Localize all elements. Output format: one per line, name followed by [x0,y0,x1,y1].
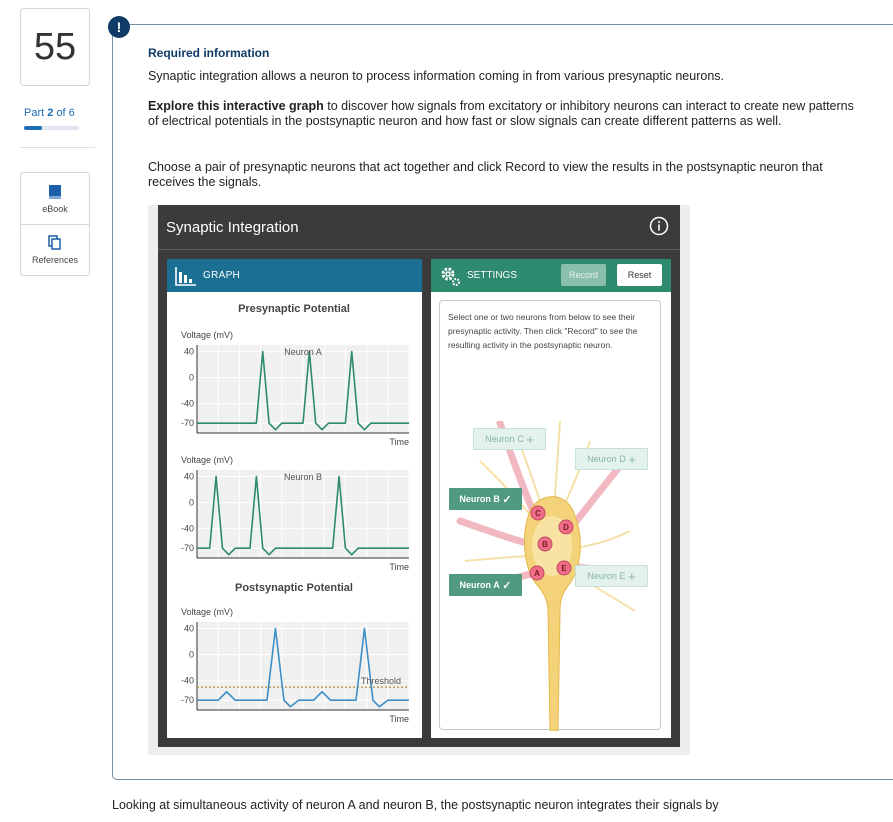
y-tick-label: 0 [188,649,194,660]
widget-title: Synaptic Integration [166,219,299,236]
plus-icon: + [628,451,636,467]
part-current: 2 [47,107,54,119]
synapse-b-label: B [542,540,548,549]
neuron-b-chart [181,455,409,572]
neuron-e-label: Neuron E [587,571,626,581]
neuron-c-button[interactable] [473,428,546,450]
widget-frame [158,205,680,747]
neuron-d-label: Neuron D [587,454,626,464]
neuron-selection-box [439,300,661,730]
choose-paragraph: Choose a pair of presynaptic neurons that act together and click Record to view the results in the postsynaptic neuron that receives the signals. [148,160,823,189]
synapse-a-label: A [534,569,540,578]
y-axis-label: Voltage (mV) [181,455,234,465]
explore-rest: to discover how signals from excitatory or inhibitory neurons can interact to create new patterns of electrical potentials in the postsynaptic neuron and how fast or slow signals can create different patterns as well. [148,99,854,128]
y-axis-label: Voltage (mV) [181,607,234,617]
postsynaptic-chart [181,607,409,724]
plus-icon: + [526,431,534,447]
synapse-c-label: C [535,509,541,518]
y-tick-label: 40 [183,623,194,634]
part-progress-bar [24,126,79,130]
synaptic-widget [148,205,690,755]
book-icon [48,184,62,200]
record-button[interactable]: Record [561,264,606,286]
y-tick-label: 0 [188,497,194,508]
neuron-a-label: Neuron A [459,580,500,590]
references-button[interactable] [21,224,89,275]
settings-header [431,259,671,292]
y-tick-label: -70 [180,695,194,706]
divider [20,147,95,148]
alert-icon: ! [108,16,130,38]
y-tick-label: 0 [188,372,194,383]
y-tick-label: 40 [183,471,194,482]
x-axis-label: Time [389,437,409,447]
chart-series-label: Neuron A [284,347,322,357]
y-tick-label: -70 [180,418,194,429]
y-tick-label: -40 [180,398,194,409]
neuron-a-chart [181,330,409,447]
part-progress-fill [24,126,42,130]
references-icon [48,235,62,251]
synapse-d-label: D [563,523,569,532]
x-axis-label: Time [389,562,409,572]
part-indicator[interactable] [24,107,75,119]
plus-icon: + [627,568,636,584]
y-axis-label: Voltage (mV) [181,330,234,340]
y-tick-label: -70 [180,543,194,554]
graph-header [167,259,422,292]
intro-paragraph: Synaptic integration allows a neuron to process information coming in from various presynaptic neurons. [148,69,724,83]
bar-chart-icon [175,266,197,286]
part-prefix: Part [24,107,45,119]
check-icon: ✓ [502,493,512,506]
settings-header-label: SETTINGS [467,270,518,281]
neuron-a-button[interactable] [449,574,522,596]
synapse-e-label: E [561,564,567,573]
info-icon[interactable] [649,216,669,236]
chart-series-label: Threshold [360,676,401,687]
neuron-b-button[interactable] [449,488,522,510]
widget-divider [158,249,680,250]
graph-panel [167,259,422,738]
neuron-c-label: Neuron C [485,434,524,444]
explore-bold: Explore this interactive graph [148,99,324,113]
graphs-svg [167,292,422,738]
required-title: Required information [148,46,270,60]
question-number: 55 [20,8,90,86]
ebook-label: eBook [42,203,68,214]
neuron-e-button[interactable] [575,565,648,587]
chart-series-label: Neuron B [283,472,323,482]
graph-header-label: GRAPH [203,270,241,281]
gear-icon [439,265,461,287]
check-icon: ✓ [502,579,512,592]
question-prompt: Looking at simultaneous activity of neuron A and neuron B, the postsynaptic neuron integrates their signals by [112,798,719,812]
part-of: of 6 [56,107,75,119]
presynaptic-title: Presynaptic Potential [238,303,350,315]
neuron-d-button[interactable] [575,448,648,470]
tools-panel [20,172,90,276]
references-label: References [31,255,79,265]
reset-button[interactable]: Reset [617,264,662,286]
postsynaptic-title: Postsynaptic Potential [235,582,353,594]
ebook-button[interactable] [21,173,89,224]
y-tick-label: 40 [183,346,194,357]
y-tick-label: -40 [180,675,194,686]
y-tick-label: -40 [180,523,194,534]
settings-instructions: Select one or two neurons from below to see their presynaptic activity. Then click "Record" to see the resulting activity in the postsynaptic neuron. [448,312,638,350]
neuron-b-label: Neuron B [459,494,500,504]
x-axis-label: Time [389,714,409,724]
settings-panel [431,259,671,738]
explore-paragraph [148,99,863,129]
